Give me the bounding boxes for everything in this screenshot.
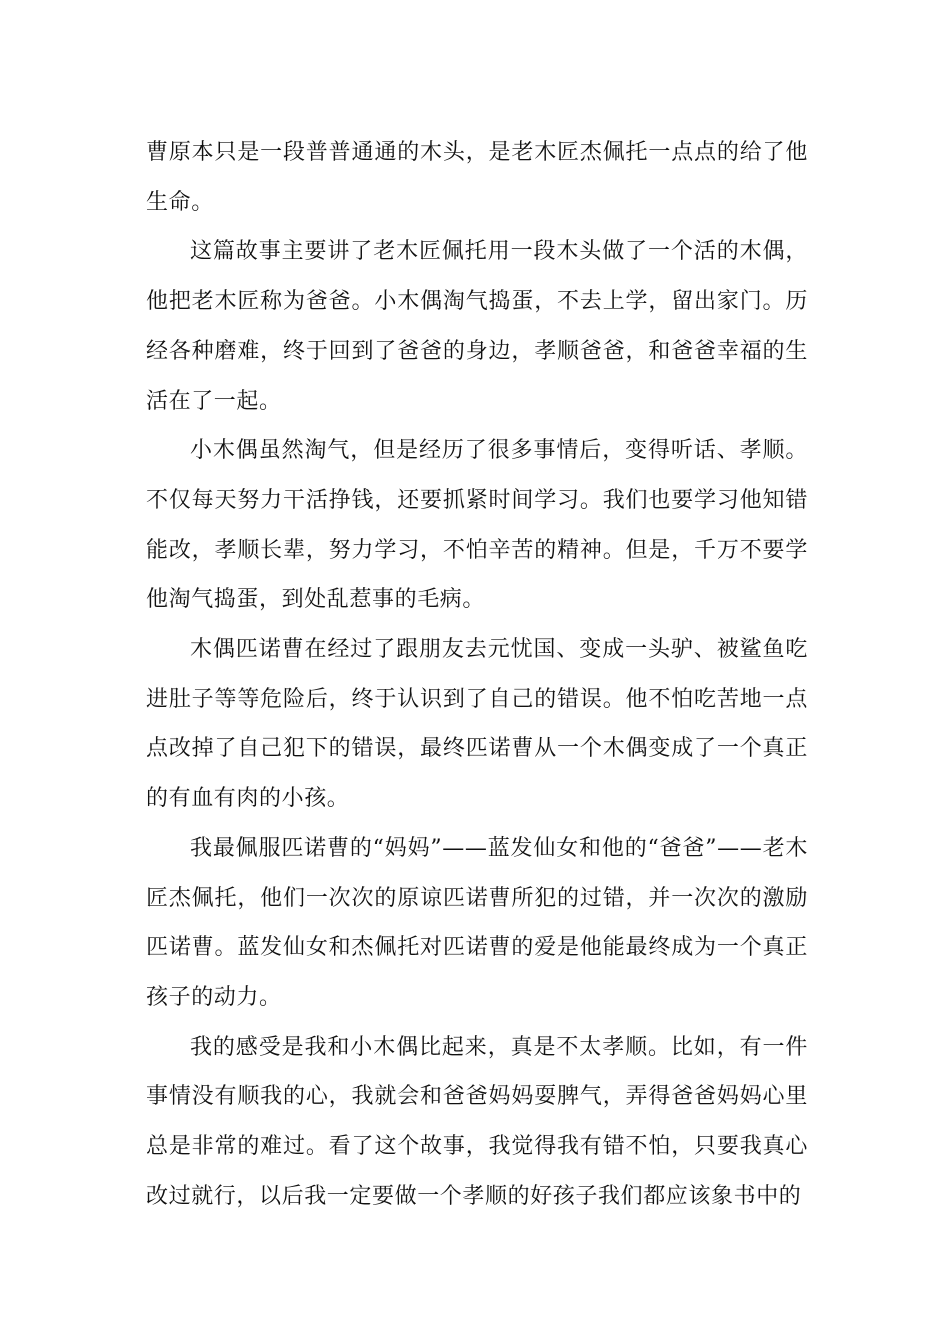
body-text	[146, 128, 808, 1221]
paragraph: 我的感受是我和小木偶比起来，真是不太孝顺。比如，有一件事情没有顺我的心，我就会和爸爸妈妈耍脾气，弄得爸爸妈妈心里总是非常的难过。看了这个故事，我觉得我有错不怕，只要我真心改过就行，以后我一定要做一个孝顺的好孩子我们都应该象书中的	[146, 1034, 808, 1209]
paragraph: 木偶匹诺曹在经过了跟朋友去元忧国、变成一头驴、被鲨鱼吃进肚子等等危险后，终于认识到了自己的错误。他不怕吃苦地一点点改掉了自己犯下的错误，最终匹诺曹从一个木偶变成了一个真正的有血有肉的小孩。	[146, 637, 808, 812]
paragraph: 这篇故事主要讲了老木匠佩托用一段木头做了一个活的木偶，他把老木匠称为爸爸。小木偶淘气捣蛋，不去上学，留出家门。历经各种磨难，终于回到了爸爸的身边，孝顺爸爸，和爸爸幸福的生活在了一起。	[146, 239, 808, 414]
paragraph: 我最佩服匹诺曹的“妈妈”——蓝发仙女和他的“爸爸”——老木匠杰佩托，他们一次次的原谅匹诺曹所犯的过错，并一次次的激励匹诺曹。蓝发仙女和杰佩托对匹诺曹的爱是他能最终成为一个真正孩子的动力。	[146, 835, 808, 1010]
paragraph-continued: 曹原本只是一段普普通通的木头，是老木匠杰佩托一点点的给了他生命。	[146, 140, 808, 215]
paragraph: 小木偶虽然淘气，但是经历了很多事情后，变得听话、孝顺。不仅每天努力干活挣钱，还要抓紧时间学习。我们也要学习他知错能改，孝顺长辈，努力学习，不怕辛苦的精神。但是，千万不要学他淘气捣蛋，到处乱惹事的毛病。	[146, 438, 808, 613]
